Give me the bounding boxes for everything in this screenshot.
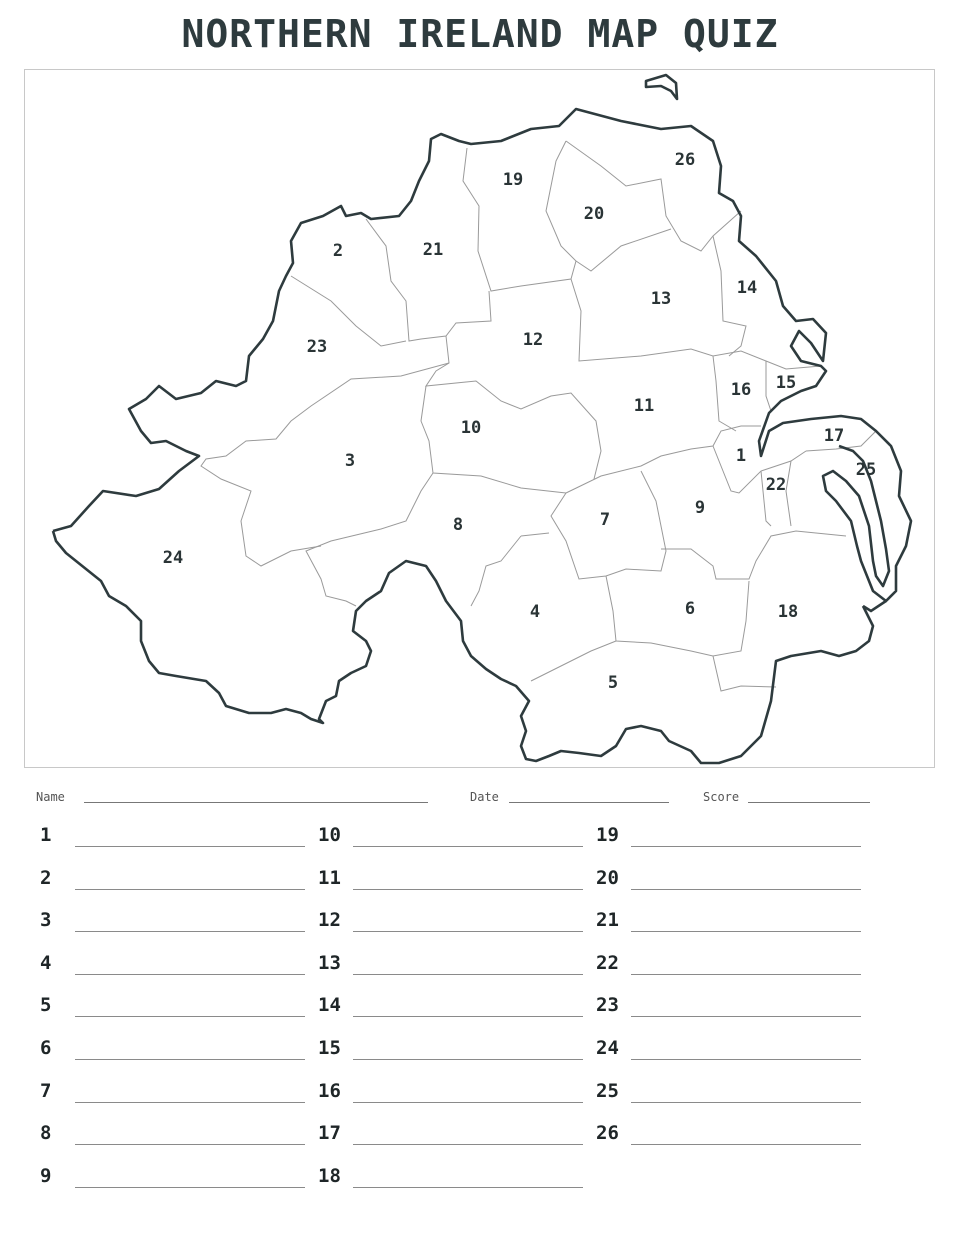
answer-number: 8 [40, 1122, 52, 1145]
answer-number: 17 [318, 1122, 341, 1145]
answer-line[interactable] [631, 931, 861, 932]
answer-line[interactable] [631, 889, 861, 890]
region-label-26: 26 [674, 150, 696, 170]
region-label-25: 25 [855, 460, 877, 480]
answer-number: 22 [596, 951, 619, 974]
answer-line[interactable] [631, 1102, 861, 1103]
answer-item [318, 994, 588, 1020]
region-labels [163, 150, 876, 693]
answer-item [40, 824, 310, 850]
answer-item [596, 1080, 866, 1106]
answer-number: 14 [318, 994, 341, 1017]
answer-line[interactable] [353, 889, 583, 890]
answer-line[interactable] [353, 1144, 583, 1145]
answer-item [318, 824, 588, 850]
region-label-20: 20 [583, 204, 605, 224]
answer-number: 16 [318, 1079, 341, 1102]
answer-line[interactable] [353, 1187, 583, 1188]
answer-number: 5 [40, 994, 52, 1017]
answer-line[interactable] [75, 1059, 305, 1060]
region-label-8: 8 [452, 515, 464, 535]
region-label-24: 24 [162, 548, 184, 568]
region-label-21: 21 [422, 240, 444, 260]
answer-item [318, 867, 588, 893]
answer-line[interactable] [75, 846, 305, 847]
answer-line[interactable] [75, 1144, 305, 1145]
answer-line[interactable] [631, 846, 861, 847]
answer-number: 1 [40, 824, 52, 846]
date-field[interactable] [509, 802, 669, 803]
answer-line[interactable] [75, 974, 305, 975]
answer-number: 24 [596, 1037, 619, 1059]
answer-number: 19 [596, 824, 619, 846]
region-label-11: 11 [633, 396, 655, 416]
answer-item [596, 952, 866, 978]
answer-line[interactable] [353, 974, 583, 975]
answer-line[interactable] [631, 1059, 861, 1060]
answer-item [318, 1037, 588, 1063]
answer-line[interactable] [631, 1144, 861, 1145]
answer-number: 18 [318, 1164, 341, 1187]
score-label: Score [703, 790, 740, 804]
region-label-17: 17 [823, 426, 845, 446]
answer-number: 23 [596, 994, 619, 1017]
answer-number: 6 [40, 1037, 52, 1059]
answer-line[interactable] [75, 889, 305, 890]
answer-number: 7 [40, 1079, 52, 1102]
answer-line[interactable] [75, 1016, 305, 1017]
name-field[interactable] [84, 802, 428, 803]
region-label-7: 7 [599, 510, 611, 530]
answer-number: 25 [596, 1079, 619, 1102]
answer-number: 12 [318, 909, 341, 932]
region-label-16: 16 [730, 380, 752, 400]
answer-number: 11 [318, 866, 341, 889]
answer-line[interactable] [353, 931, 583, 932]
date-label: Date [470, 790, 499, 804]
region-label-3: 3 [344, 451, 356, 471]
answer-item [596, 1037, 866, 1063]
region-label-13: 13 [650, 289, 672, 309]
answer-item [596, 909, 866, 935]
name-label: Name [36, 790, 65, 804]
answer-item [40, 867, 310, 893]
score-field[interactable] [748, 802, 870, 803]
region-label-4: 4 [529, 602, 541, 622]
region-label-23: 23 [306, 337, 328, 357]
region-label-19: 19 [502, 170, 524, 190]
answer-item [318, 952, 588, 978]
answer-number: 4 [40, 951, 52, 974]
answer-item [596, 1122, 866, 1148]
region-label-2: 2 [332, 241, 344, 261]
island-rathlin [646, 75, 677, 99]
answer-item [318, 1165, 588, 1191]
answer-item [40, 1122, 310, 1148]
region-label-18: 18 [777, 602, 799, 622]
region-label-5: 5 [607, 673, 619, 693]
region-label-1: 1 [735, 446, 747, 466]
answer-item [40, 1080, 310, 1106]
answer-item [40, 952, 310, 978]
region-label-12: 12 [522, 330, 544, 350]
answer-item [40, 1037, 310, 1063]
answer-number: 2 [40, 866, 52, 889]
answer-item [40, 994, 310, 1020]
answer-item [318, 909, 588, 935]
answer-line[interactable] [75, 1187, 305, 1188]
answer-number: 20 [596, 866, 619, 889]
answer-line[interactable] [353, 846, 583, 847]
region-label-9: 9 [694, 498, 706, 518]
answer-line[interactable] [75, 1102, 305, 1103]
student-info-row [0, 790, 960, 806]
answer-item [40, 1165, 310, 1191]
coast-connector [863, 601, 886, 611]
region-label-6: 6 [684, 599, 696, 619]
region-label-22: 22 [765, 475, 787, 495]
region-label-10: 10 [460, 418, 482, 438]
answer-number: 10 [318, 824, 341, 846]
answer-line[interactable] [75, 931, 305, 932]
answer-line[interactable] [353, 1059, 583, 1060]
answer-number: 3 [40, 909, 52, 932]
answer-line[interactable] [353, 1102, 583, 1103]
answer-item [318, 1122, 588, 1148]
answer-item [318, 1080, 588, 1106]
answer-item [596, 994, 866, 1020]
answer-number: 13 [318, 951, 341, 974]
map-panel [24, 69, 935, 768]
answer-line[interactable] [631, 1016, 861, 1017]
answer-line[interactable] [353, 1016, 583, 1017]
region-label-14: 14 [736, 278, 758, 298]
answer-line[interactable] [631, 974, 861, 975]
country-outline [53, 109, 911, 601]
region-label-15: 15 [775, 373, 797, 393]
answer-number: 21 [596, 909, 619, 932]
page-title: NORTHERN IRELAND MAP QUIZ [181, 12, 779, 56]
answer-number: 15 [318, 1037, 341, 1059]
answer-number: 26 [596, 1122, 619, 1145]
answer-number: 9 [40, 1164, 52, 1187]
answer-item [596, 824, 866, 850]
answer-item [596, 867, 866, 893]
answer-item [40, 909, 310, 935]
